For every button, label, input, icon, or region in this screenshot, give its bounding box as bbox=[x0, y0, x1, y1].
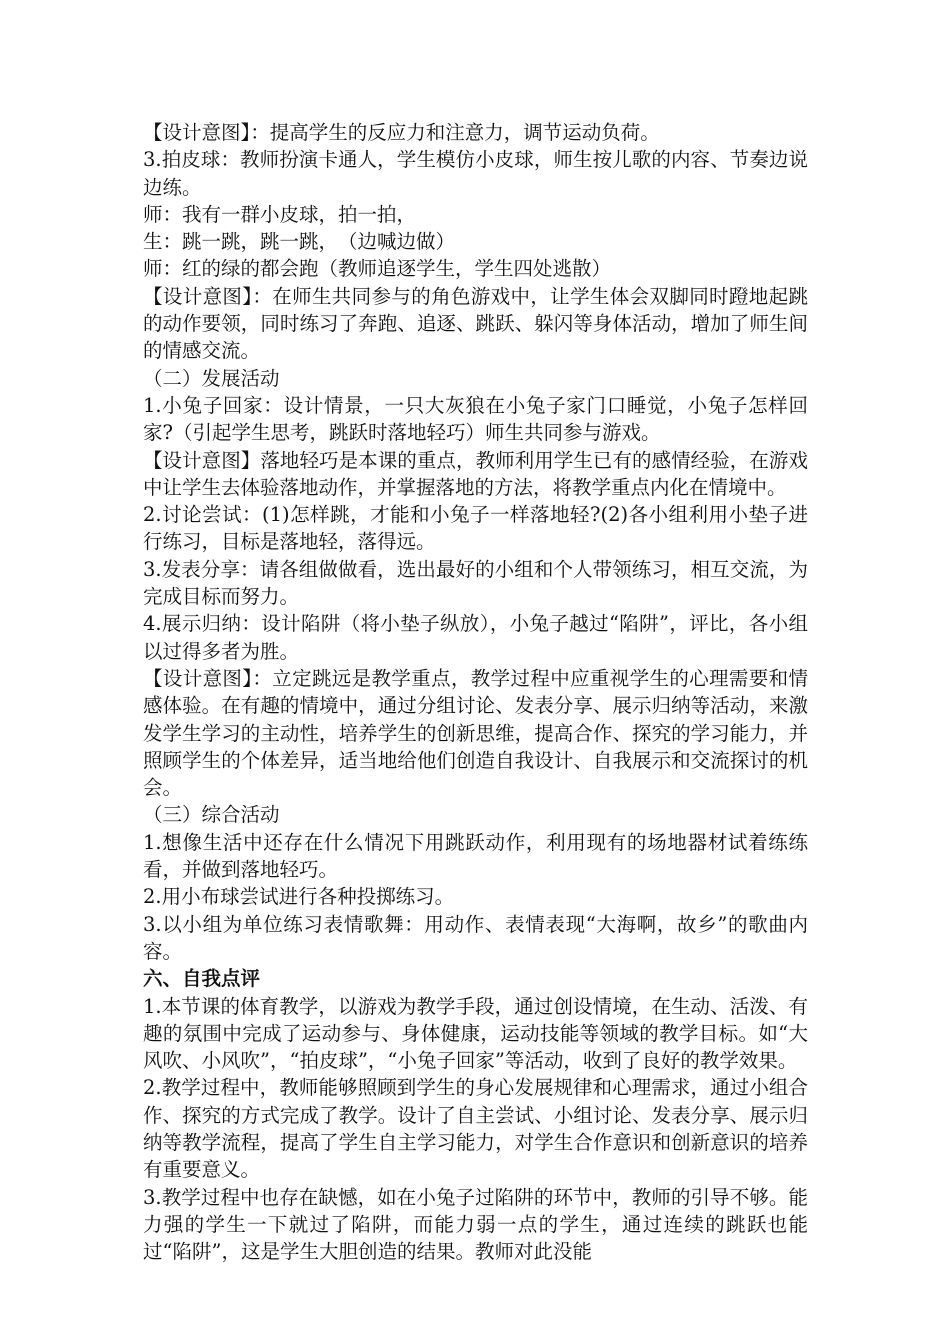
activity-paragraph: 1.小兔子回家：设计情景，一只大灰狼在小兔子家门口睡觉，小兔子怎样回家?（引起学生思考，跳跃时落地轻巧）师生共同参与游戏。 bbox=[143, 393, 808, 445]
subsection-heading: （三）综合活动 bbox=[143, 803, 280, 827]
activity-paragraph: 3.拍皮球：教师扮演卡通人，学生模仿小皮球，师生按儿歌的内容、节奏边说边练。 bbox=[143, 148, 808, 199]
activity-paragraph: 3.以小组为单位练习表情歌舞：用动作、表情表现“大海啊，故乡”的歌曲内容。 bbox=[143, 912, 808, 963]
activity-paragraph: 3.发表分享：请各组做做看，选出最好的小组和个人带领练习，相互交流，为完成目标而努力。 bbox=[143, 557, 808, 609]
design-intent-paragraph: 【设计意图】落地轻巧是本课的重点，教师利用学生已有的感情经验，在游戏中让学生去体验落地动作，并掌握落地的方法，将教学重点内化在情境中。 bbox=[143, 448, 808, 499]
review-paragraph: 2.教学过程中，教师能够照顾到学生的身心发展规律和心理需求，通过小组合作、探究的方式完成了教学。设计了自主尝试、小组讨论、发表分享、展示归纳等教学流程，提高了学生自主学习能力，对学生合作意识和创新意识的培养有重要意义。 bbox=[143, 1076, 808, 1182]
dialogue-line-teacher: 师：我有一群小皮球，拍一拍， bbox=[143, 202, 417, 226]
review-paragraph: 3.教学过程中也存在缺憾，如在小兔子过陷阱的环节中，教师的引导不够。能力强的学生一下就过了陷阱，而能力弱一点的学生，通过连续的跳跃也能过“陷阱”，这是学生大胆创造的结果。教师对此没能 bbox=[143, 1185, 808, 1264]
design-intent-paragraph: 【设计意图】：立定跳远是教学重点，教学过程中应重视学生的心理需要和情感体验。在有趣的情境中，通过分组讨论、发表分享、展示归纳等活动，来激发学生学习的主动性，培养学生的创新思维，提高合作、探究的学习能力，并照顾学生的个体差异，适当地给他们创造自我设计、自我展示和交流探讨的机会。 bbox=[143, 666, 808, 800]
design-intent-paragraph: 【设计意图】：提高学生的反应力和注意力，调节运动负荷。 bbox=[143, 121, 660, 144]
activity-paragraph: 2.讨论尝试：(1)怎样跳，才能和小兔子一样落地轻?(2)各小组利用小垫子进行练习，目标是落地轻，落得远。 bbox=[143, 503, 808, 554]
document-body bbox=[143, 119, 808, 1265]
activity-paragraph: 2.用小布球尝试进行各种投掷练习。 bbox=[143, 885, 455, 909]
review-paragraph: 1.本节课的体育教学，以游戏为教学手段，通过创设情境，在生动、活泼、有趣的氛围中完成了运动参与、身体健康，运动技能等领域的教学目标。如“大风吹、小风吹”，“拍皮球”，“小兔子回家”等活动，收到了良好的教学效果。 bbox=[143, 994, 808, 1073]
dialogue-line-student: 生：跳一跳，跳一跳， （边喊边做） bbox=[143, 230, 456, 254]
activity-paragraph: 4.展示归纳：设计陷阱（将小垫子纵放），小兔子越过“陷阱”，评比，各小组以过得多者为胜。 bbox=[143, 612, 808, 663]
dialogue-line-teacher: 师：红的绿的都会跑（教师追逐学生，学生四处逃散） bbox=[143, 257, 612, 281]
section-heading: 六、自我点评 bbox=[143, 967, 261, 991]
subsection-heading: （二）发展活动 bbox=[143, 366, 280, 390]
activity-paragraph: 1.想像生活中还存在什么情况下用跳跃动作，利用现有的场地器材试着练练看，并做到落地轻巧。 bbox=[143, 830, 808, 882]
design-intent-paragraph: 【设计意图】：在师生共同参与的角色游戏中，让学生体会双脚同时蹬地起跳的动作要领，同时练习了奔跑、追逐、跳跃、躲闪等身体活动，增加了师生间的情感交流。 bbox=[143, 284, 808, 363]
